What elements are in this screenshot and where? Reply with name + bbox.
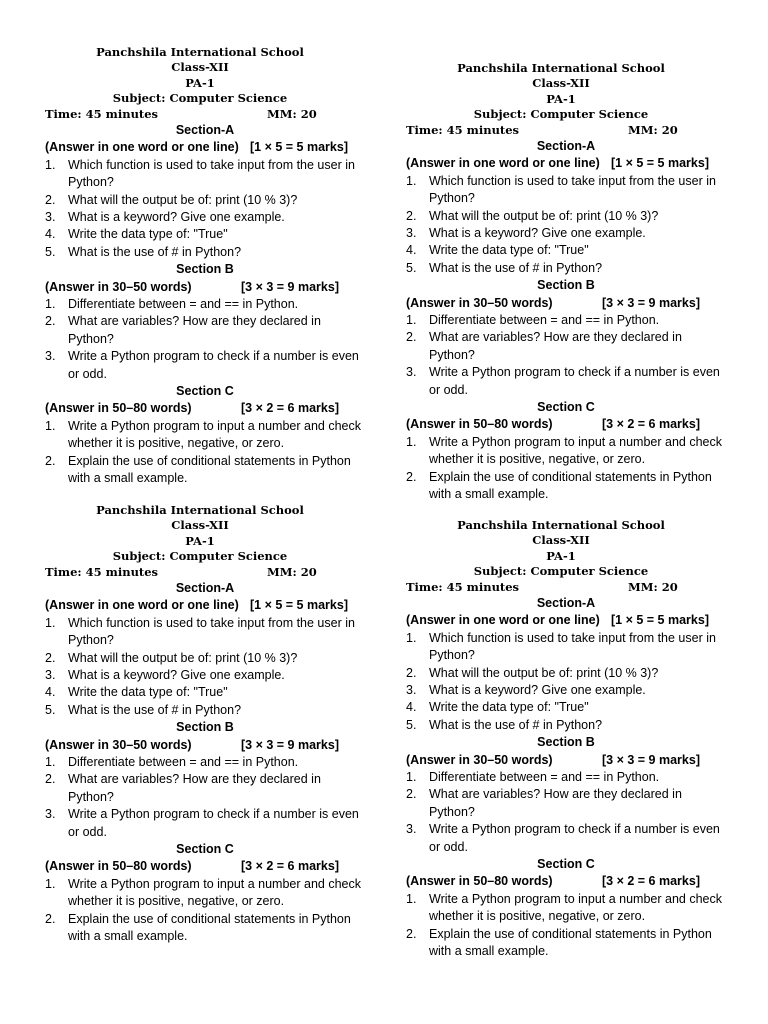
- question-text: What is the use of # in Python?: [429, 260, 603, 275]
- question-text: Which function is used to take input from the user in Python?: [429, 173, 716, 206]
- section-a-instruction-row: [45, 139, 375, 156]
- test-name: PA-1: [185, 533, 215, 548]
- section-a-title: Section-A: [175, 581, 235, 596]
- section-a-instruction-row: [406, 612, 736, 629]
- time-allowed: Time: 45 minutes: [406, 122, 520, 137]
- section-a-instruction-row: [45, 597, 375, 614]
- question-text: Write a Python program to input a number and check whether it is positive, negative, or zero.: [429, 434, 722, 467]
- question-text: Write the data type of: "True": [68, 685, 228, 700]
- question-number: 4.: [45, 685, 56, 700]
- section-a-instruction: (Answer in one word or one line): [45, 598, 239, 613]
- question-item: [406, 769, 724, 786]
- question-number: 1.: [406, 434, 417, 449]
- question-text: What is the use of # in Python?: [68, 702, 242, 717]
- question-item: [45, 453, 363, 488]
- question-text: Explain the use of conditional statements in Python with a small example.: [68, 453, 351, 486]
- question-number: 1.: [406, 770, 417, 785]
- question-number: 3.: [406, 226, 417, 241]
- section-c-marks: [3 × 2 = 6 marks]: [241, 401, 339, 416]
- section-b-instruction-row: [406, 752, 736, 769]
- subject: Subject: Computer Science: [473, 564, 649, 579]
- max-marks: MM: 20: [267, 106, 317, 121]
- section-b-title: Section B: [176, 262, 234, 277]
- time-allowed: Time: 45 minutes: [45, 564, 159, 579]
- question-item: [45, 209, 363, 226]
- question-text: Which function is used to take input from the user in Python?: [429, 630, 716, 663]
- section-c-instruction: (Answer in 50–80 words): [45, 859, 192, 874]
- question-number: 2.: [406, 926, 417, 941]
- time-marks-row: [45, 107, 355, 122]
- section-c-title: Section C: [176, 842, 234, 857]
- section-a-marks: [1 × 5 = 5 marks]: [250, 140, 348, 155]
- question-item: [406, 469, 724, 504]
- question-number: 1.: [406, 173, 417, 188]
- question-text: What is a keyword? Give one example.: [68, 668, 285, 683]
- question-text: Write the data type of: "True": [429, 243, 589, 258]
- section-c-questions: [45, 876, 375, 946]
- test-name: PA-1: [546, 548, 576, 563]
- max-marks: MM: 20: [628, 122, 678, 137]
- section-a-title: Section-A: [536, 596, 596, 611]
- class-name: Class-XII: [171, 518, 229, 533]
- question-number: 3.: [45, 210, 56, 225]
- section-a-marks: [1 × 5 = 5 marks]: [611, 156, 709, 171]
- question-text: What are variables? How are they declared in Python?: [68, 314, 321, 346]
- question-text: What is the use of # in Python?: [68, 244, 242, 259]
- time-marks-row: [406, 580, 716, 595]
- question-item: [406, 699, 724, 716]
- question-number: 3.: [45, 807, 56, 822]
- question-number: 1.: [45, 297, 56, 312]
- question-number: 1.: [406, 313, 417, 328]
- section-b-instruction: (Answer in 30–50 words): [45, 279, 192, 294]
- section-c-instruction: (Answer in 50–80 words): [45, 401, 192, 416]
- question-item: [45, 226, 363, 243]
- section-a-instruction: (Answer in one word or one line): [406, 156, 600, 171]
- question-item: [45, 418, 363, 453]
- question-item: [406, 208, 724, 225]
- question-item: [45, 615, 363, 650]
- school-name: Panchshila International School: [457, 61, 665, 75]
- question-number: 4.: [406, 243, 417, 258]
- question-item: [45, 806, 363, 841]
- test-name: PA-1: [546, 91, 576, 106]
- question-text: Write a Python program to input a number and check whether it is positive, negative, or zero.: [68, 418, 361, 451]
- question-number: 2.: [45, 650, 56, 665]
- subject: Subject: Computer Science: [112, 91, 288, 106]
- question-item: [406, 682, 724, 699]
- question-text: What is a keyword? Give one example.: [429, 683, 646, 698]
- section-b-instruction: (Answer in 30–50 words): [406, 752, 553, 767]
- section-c-instruction-row: [406, 873, 736, 890]
- school-name: Panchshila International School: [96, 45, 304, 59]
- question-number: 2.: [406, 469, 417, 484]
- section-b-title: Section B: [176, 720, 234, 735]
- question-item: [45, 296, 363, 313]
- question-text: Write a Python program to check if a number is even or odd.: [68, 349, 359, 381]
- section-b-questions: [45, 296, 375, 383]
- question-text: What is a keyword? Give one example.: [429, 226, 646, 241]
- question-number: 3.: [45, 668, 56, 683]
- question-item: [45, 702, 363, 719]
- question-text: Explain the use of conditional statements in Python with a small example.: [68, 911, 351, 944]
- question-number: 1.: [406, 891, 417, 906]
- question-paper-copy-4: [406, 518, 736, 961]
- question-text: Which function is used to take input from the user in Python?: [68, 157, 355, 190]
- question-number: 2.: [45, 192, 56, 207]
- section-c-marks: [3 × 2 = 6 marks]: [241, 859, 339, 874]
- question-number: 3.: [45, 349, 56, 364]
- time-allowed: Time: 45 minutes: [45, 106, 159, 121]
- question-item: [406, 260, 724, 277]
- question-number: 1.: [406, 630, 417, 645]
- section-c-instruction: (Answer in 50–80 words): [406, 417, 553, 432]
- section-b-marks: [3 × 3 = 9 marks]: [602, 752, 700, 767]
- question-number: 2.: [406, 787, 417, 802]
- question-item: [45, 244, 363, 261]
- question-number: 4.: [45, 227, 56, 242]
- question-item: [406, 329, 724, 364]
- question-number: 1.: [45, 418, 56, 433]
- section-c-questions: [406, 434, 736, 504]
- question-item: [406, 665, 724, 682]
- question-item: [406, 821, 724, 856]
- question-item: [406, 891, 724, 926]
- section-a-questions: [45, 615, 375, 719]
- question-item: [45, 157, 363, 192]
- question-paper-copy-2: [406, 61, 736, 504]
- question-number: 2.: [45, 911, 56, 926]
- question-number: 5.: [45, 702, 56, 717]
- question-item: [406, 717, 724, 734]
- question-item: [45, 667, 363, 684]
- section-a-questions: [406, 173, 736, 277]
- question-text: Write a Python program to check if a number is even or odd.: [429, 822, 720, 854]
- subject: Subject: Computer Science: [112, 549, 288, 564]
- max-marks: MM: 20: [267, 564, 317, 579]
- question-number: 2.: [406, 665, 417, 680]
- section-a-marks: [1 × 5 = 5 marks]: [250, 598, 348, 613]
- question-text: What are variables? How are they declared in Python?: [68, 772, 321, 804]
- question-text: Write the data type of: "True": [68, 227, 228, 242]
- question-number: 5.: [406, 260, 417, 275]
- test-name: PA-1: [185, 75, 215, 90]
- question-text: Write a Python program to input a number and check whether it is positive, negative, or zero.: [68, 876, 361, 909]
- question-item: [406, 786, 724, 821]
- question-item: [45, 771, 363, 806]
- question-item: [406, 926, 724, 961]
- section-b-instruction-row: [406, 295, 736, 312]
- section-b-instruction-row: [45, 737, 375, 754]
- section-a-questions: [45, 157, 375, 261]
- time-marks-row: [406, 123, 716, 138]
- question-item: [45, 684, 363, 701]
- question-text: What will the output be of: print (10 % 3)?: [68, 192, 298, 207]
- question-text: What are variables? How are they declared in Python?: [429, 330, 682, 362]
- school-name: Panchshila International School: [457, 518, 665, 532]
- question-item: [45, 313, 363, 348]
- question-number: 1.: [45, 755, 56, 770]
- question-number: 2.: [406, 208, 417, 223]
- question-item: [45, 348, 363, 383]
- question-text: What is the use of # in Python?: [429, 717, 603, 732]
- question-item: [45, 876, 363, 911]
- section-b-questions: [406, 769, 736, 856]
- question-text: Write a Python program to input a number and check whether it is positive, negative, or zero.: [429, 891, 722, 924]
- question-number: 3.: [406, 822, 417, 837]
- question-paper-copy-1: [45, 45, 375, 488]
- question-number: 3.: [406, 365, 417, 380]
- question-number: 1.: [45, 615, 56, 630]
- section-a-instruction-row: [406, 155, 736, 172]
- question-number: 5.: [45, 244, 56, 259]
- time-marks-row: [45, 565, 355, 580]
- question-item: [406, 242, 724, 259]
- section-b-instruction: (Answer in 30–50 words): [406, 295, 553, 310]
- class-name: Class-XII: [171, 60, 229, 75]
- question-text: Differentiate between = and == in Python.: [429, 313, 660, 328]
- section-c-marks: [3 × 2 = 6 marks]: [602, 417, 700, 432]
- section-c-marks: [3 × 2 = 6 marks]: [602, 874, 700, 889]
- section-c-questions: [45, 418, 375, 488]
- question-item: [45, 911, 363, 946]
- section-c-title: Section C: [537, 400, 595, 415]
- question-item: [406, 173, 724, 208]
- class-name: Class-XII: [532, 76, 590, 91]
- question-text: Which function is used to take input from the user in Python?: [68, 615, 355, 648]
- section-b-questions: [406, 312, 736, 399]
- question-number: 2.: [406, 330, 417, 345]
- question-text: Differentiate between = and == in Python.: [429, 770, 660, 785]
- question-item: [45, 192, 363, 209]
- time-allowed: Time: 45 minutes: [406, 579, 520, 594]
- question-text: Differentiate between = and == in Python.: [68, 755, 299, 770]
- question-text: What will the output be of: print (10 % 3)?: [429, 665, 659, 680]
- section-a-title: Section-A: [175, 123, 235, 138]
- question-item: [406, 434, 724, 469]
- section-b-questions: [45, 754, 375, 841]
- section-a-marks: [1 × 5 = 5 marks]: [611, 613, 709, 628]
- question-number: 4.: [406, 700, 417, 715]
- section-b-marks: [3 × 3 = 9 marks]: [602, 295, 700, 310]
- question-number: 3.: [406, 683, 417, 698]
- question-item: [45, 650, 363, 667]
- section-b-instruction-row: [45, 279, 375, 296]
- section-a-instruction: (Answer in one word or one line): [45, 140, 239, 155]
- class-name: Class-XII: [532, 533, 590, 548]
- question-number: 1.: [45, 876, 56, 891]
- section-a-instruction: (Answer in one word or one line): [406, 613, 600, 628]
- question-text: What are variables? How are they declared in Python?: [429, 787, 682, 819]
- question-item: [406, 364, 724, 399]
- question-item: [406, 312, 724, 329]
- question-text: Write the data type of: "True": [429, 700, 589, 715]
- section-c-instruction-row: [45, 858, 375, 875]
- question-paper-copy-3: [45, 503, 375, 946]
- question-text: Write a Python program to check if a number is even or odd.: [429, 365, 720, 397]
- max-marks: MM: 20: [628, 579, 678, 594]
- section-c-title: Section C: [537, 857, 595, 872]
- question-text: What will the output be of: print (10 % 3)?: [429, 208, 659, 223]
- section-a-title: Section-A: [536, 139, 596, 154]
- question-text: Explain the use of conditional statements in Python with a small example.: [429, 469, 712, 502]
- section-b-instruction: (Answer in 30–50 words): [45, 737, 192, 752]
- question-number: 1.: [45, 157, 56, 172]
- section-b-marks: [3 × 3 = 9 marks]: [241, 737, 339, 752]
- section-b-marks: [3 × 3 = 9 marks]: [241, 279, 339, 294]
- section-b-title: Section B: [537, 278, 595, 293]
- question-number: 2.: [45, 772, 56, 787]
- question-number: 2.: [45, 314, 56, 329]
- section-c-instruction-row: [406, 416, 736, 433]
- section-c-questions: [406, 891, 736, 961]
- question-item: [45, 754, 363, 771]
- question-text: What will the output be of: print (10 % 3)?: [68, 650, 298, 665]
- section-c-instruction: (Answer in 50–80 words): [406, 874, 553, 889]
- section-c-instruction-row: [45, 400, 375, 417]
- school-name: Panchshila International School: [96, 503, 304, 517]
- section-b-title: Section B: [537, 735, 595, 750]
- question-text: What is a keyword? Give one example.: [68, 210, 285, 225]
- question-number: 2.: [45, 453, 56, 468]
- question-text: Explain the use of conditional statements in Python with a small example.: [429, 926, 712, 959]
- section-a-questions: [406, 630, 736, 734]
- question-item: [406, 225, 724, 242]
- question-item: [406, 630, 724, 665]
- question-text: Differentiate between = and == in Python.: [68, 297, 299, 312]
- question-text: Write a Python program to check if a number is even or odd.: [68, 807, 359, 839]
- section-c-title: Section C: [176, 384, 234, 399]
- question-number: 5.: [406, 717, 417, 732]
- subject: Subject: Computer Science: [473, 107, 649, 122]
